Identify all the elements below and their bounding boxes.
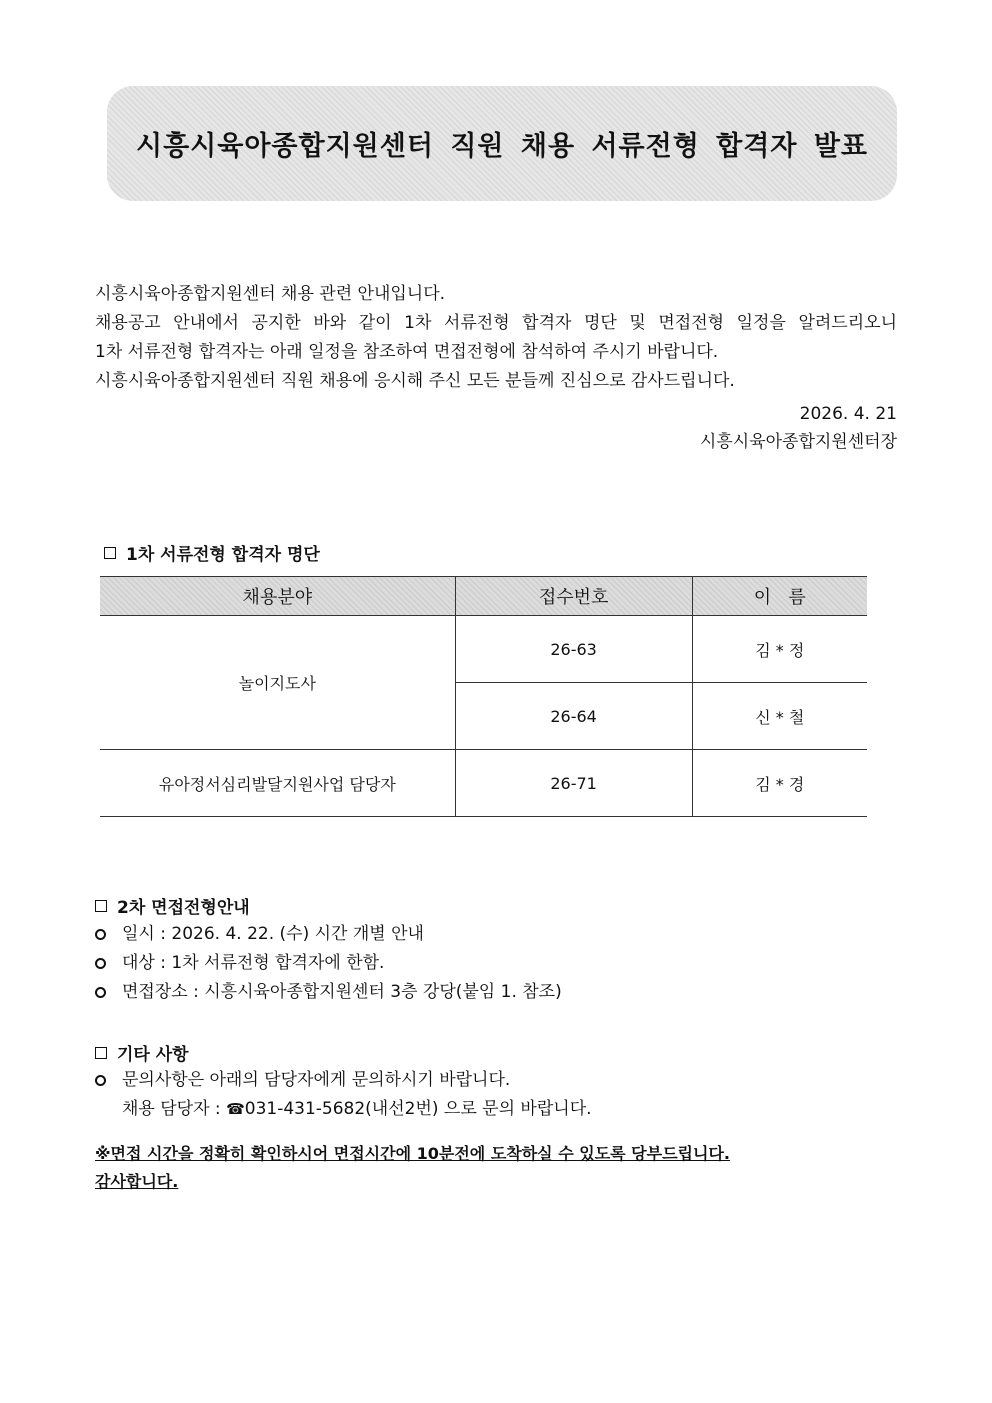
list-item-text: 면접장소 : 시흥시육아종합지원센터 3층 강당(붙임 1. 참조) — [122, 982, 562, 1002]
list-item — [95, 1066, 592, 1095]
circle-bullet-icon — [95, 958, 106, 969]
section2-heading — [95, 893, 250, 918]
intro-line: 채용공고 안내에서 공지한 바와 같이 1차 서류전형 합격자 명단 및 면접전형 일정을 알려드리오니 — [95, 313, 897, 333]
section1-heading-text: 1차 서류전형 합격자 명단 — [126, 545, 320, 565]
page-title: 시흥시육아종합지원센터 직원 채용 서류전형 합격자 발표 — [136, 131, 868, 162]
contact-prefix: 채용 담당자 : — [122, 1099, 227, 1119]
table-row — [100, 750, 867, 817]
list-item-text: 대상 : 1차 서류전형 합격자에 한함. — [122, 953, 385, 973]
cell-name: 신 * 철 — [692, 683, 867, 750]
cell-field: 유아정서심리발달지원사업 담당자 — [100, 750, 455, 817]
intro-line: 시흥시육아종합지원센터 채용 관련 안내입니다. — [95, 284, 446, 304]
header-field: 채용분야 — [100, 577, 455, 616]
announcement-date: 2026. 4. 21 — [799, 404, 897, 424]
contact-text: 031-431-5682(내선2번) 으로 문의 바랍니다. — [244, 1099, 592, 1119]
interview-info-list — [95, 920, 562, 1007]
cell-number: 26-63 — [455, 616, 692, 683]
notice-line: 감사합니다. — [95, 1172, 179, 1191]
contact-line — [95, 1095, 592, 1124]
header-name: 이 름 — [692, 577, 867, 616]
list-item — [95, 978, 562, 1007]
section2-heading-text: 2차 면접전형안내 — [117, 898, 250, 918]
cell-name: 김 * 경 — [692, 750, 867, 817]
circle-bullet-icon — [95, 1075, 106, 1086]
intro-line: 1차 서류전형 합격자는 아래 일정을 참조하여 면접전형에 참석하여 주시기 바랍니다. — [95, 342, 719, 362]
section3-heading — [95, 1040, 189, 1065]
intro-text — [95, 280, 897, 396]
circle-bullet-icon — [95, 929, 106, 940]
cell-name: 김 * 정 — [692, 616, 867, 683]
other-info-list — [95, 1066, 592, 1124]
phone-icon: ☎ — [226, 1100, 245, 1118]
notice-line: ※면접 시간을 정확히 확인하시어 면접시간에 10분전에 도착하실 수 있도록 당부드립니다. — [95, 1144, 730, 1163]
checkbox-square-icon — [95, 1047, 107, 1059]
header-number: 접수번호 — [455, 577, 692, 616]
list-item-text: 일시 : 2026. 4. 22. (수) 시간 개별 안내 — [122, 924, 424, 944]
list-item-text: 문의사항은 아래의 담당자에게 문의하시기 바랍니다. — [122, 1070, 511, 1090]
table-header-row — [100, 577, 867, 616]
section1-heading — [104, 540, 320, 565]
table-row — [100, 616, 867, 683]
section3-heading-text: 기타 사항 — [117, 1045, 189, 1065]
circle-bullet-icon — [95, 987, 106, 998]
list-item — [95, 949, 562, 978]
cell-number: 26-64 — [455, 683, 692, 750]
signer: 시흥시육아종합지원센터장 — [699, 432, 897, 452]
pass-list-table — [100, 576, 867, 817]
list-item — [95, 920, 562, 949]
checkbox-square-icon — [104, 547, 116, 559]
cell-field: 놀이지도사 — [100, 616, 455, 750]
cell-number: 26-71 — [455, 750, 692, 817]
signoff — [700, 400, 897, 456]
intro-line: 시흥시육아종합지원센터 직원 채용에 응시해 주신 모든 분들께 진심으로 감사드립니다. — [95, 371, 735, 391]
title-banner — [107, 86, 897, 201]
checkbox-square-icon — [95, 900, 107, 912]
notice — [95, 1140, 730, 1196]
